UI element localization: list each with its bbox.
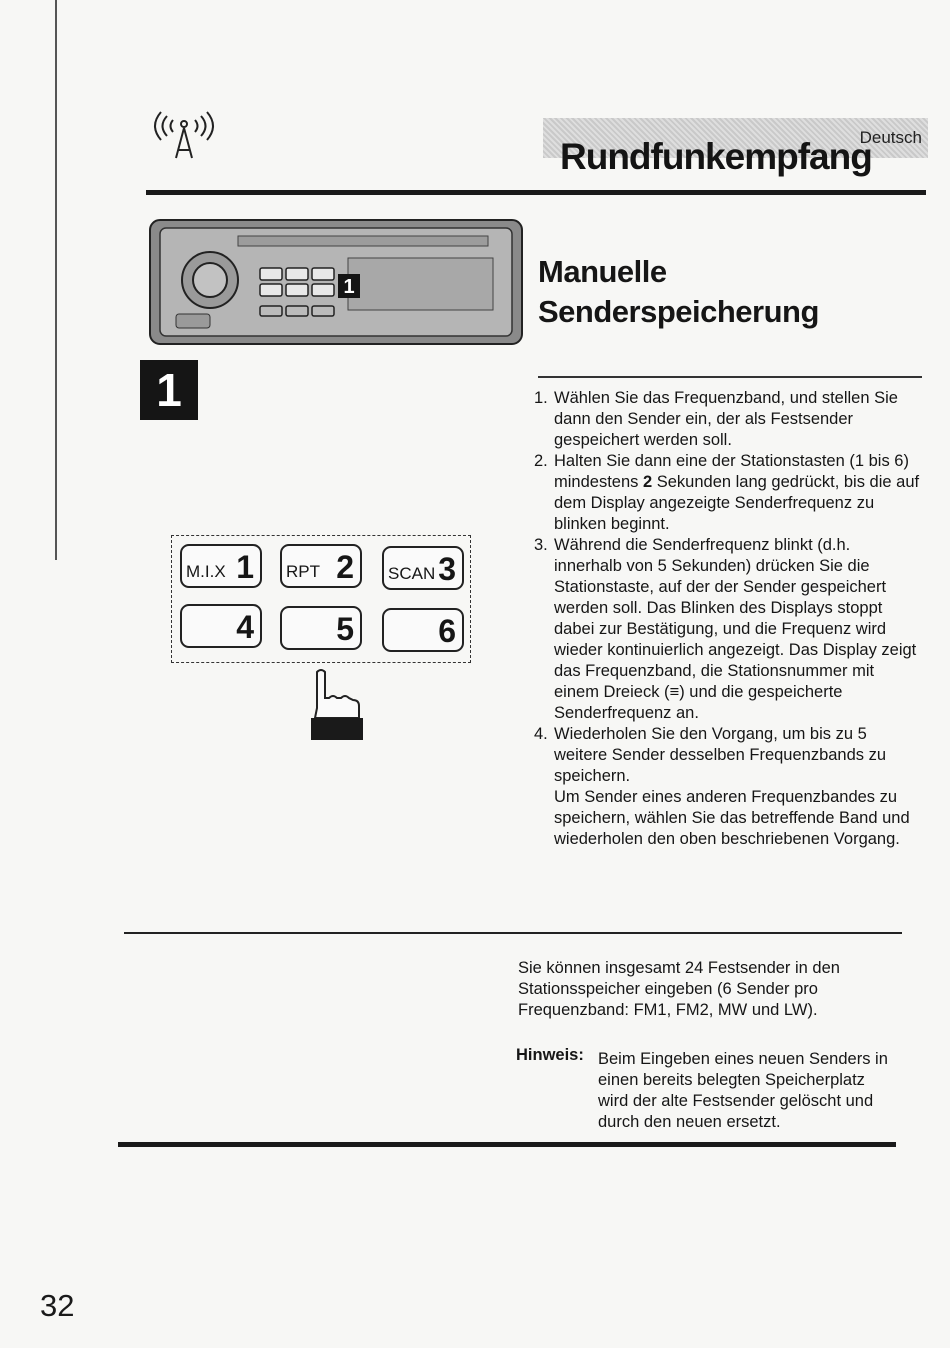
instruction-step: 1. Wählen Sie das Frequenzband, und stellen Sie dann den Sender ein, der als Festsender gespeichert werden soll. [534, 389, 898, 449]
unit-badge: 1 [343, 276, 355, 298]
subsection-title-line2: Senderspeicherung [538, 294, 819, 329]
bottom-rule [118, 1142, 896, 1147]
section-title: Rundfunkempfang [560, 136, 872, 177]
preset-key: 6 [382, 608, 464, 652]
note-label: Hinweis: [516, 1046, 584, 1064]
instruction-step: 2. Halten Sie dann eine der Stationstasten (1 bis 6) mindestens 2 Sekunden lang gedrückt, bis die auf dem Display angezeigte Senderfrequenz zu blinken beginnt. [534, 452, 920, 533]
step-badge: 1 [140, 360, 198, 420]
subsection-rule [538, 376, 922, 378]
note-text: Beim Eingeben eines neuen Senders in einen bereits belegten Speicherplatz wird der alte Festsender gelöscht und durch den neuen ersetzt. [598, 1050, 888, 1131]
page-number: 32 [40, 1288, 75, 1323]
subsection-title-line1: Manuelle [538, 254, 667, 289]
preset-key: RPT 2 [280, 544, 362, 588]
radio-unit-illustration [148, 218, 524, 346]
instruction-step: 3. Während die Senderfrequenz blinkt (d.h. innerhalb von 5 Sekunden) drücken Sie die Stationstaste, auf der der Sender gespeichert werden soll. Das Blinken des Displays stoppt dabei zur Bestätigung, und die Frequenz wird wieder kontinuierlich angezeigt. Das Display zeigt das Frequenzband, die Stationsnummer mit einem Dreieck (≡) und die gespeicherte Senderfrequenz an. [534, 536, 917, 722]
preset-key: 4 [180, 604, 262, 648]
preset-keypad [171, 535, 471, 663]
preset-key: M.I.X 1 [180, 544, 262, 588]
language-label: Deutsch [859, 128, 922, 147]
instruction-step: 4. Wiederholen Sie den Vorgang, um bis zu 5 weitere Sender desselben Frequenzbands zu speichern. Um Sender eines anderen Frequenzbandes zu speichern, wählen Sie das betreffende Band und wiederholen den oben beschriebenen Vorgang. [534, 725, 910, 848]
title-rule [146, 190, 926, 195]
pressing-hand-icon [305, 668, 365, 742]
radio-antenna-icon [145, 104, 223, 162]
instruction-list [522, 388, 922, 850]
preset-key: SCAN 3 [382, 546, 464, 590]
preset-key: 5 [280, 606, 362, 650]
summary-text: Sie können insgesamt 24 Festsender in den Stationsspeicher eingeben (6 Sender pro Frequenzband: FM1, FM2, MW und LW). [518, 959, 840, 1019]
divider-rule [124, 932, 902, 934]
subsection-title [538, 252, 819, 332]
station-triangle-icon: ≡ [669, 683, 680, 701]
binding-line [55, 0, 57, 560]
